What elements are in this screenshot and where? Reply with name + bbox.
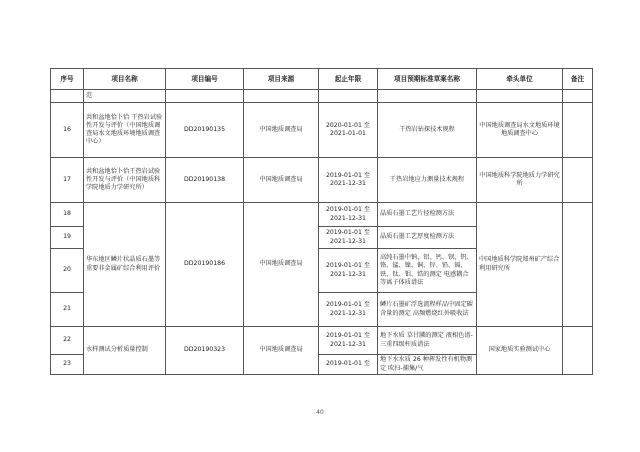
group-a-lead-unit: 中国地质科学院郑州矿产综合利用研究所 — [477, 203, 563, 327]
table-row — [51, 158, 593, 203]
header-note: 备注 — [563, 69, 593, 90]
row-seq: 21 — [51, 293, 84, 327]
header-project-name: 项目名称 — [84, 69, 166, 90]
group-b-lead-unit: 国家地质实验测试中心 — [477, 327, 563, 375]
row-standard: 地下水质 草甘膦的测定 液相色谱-三重四级杆质谱法 — [378, 327, 477, 355]
page-number: 40 — [316, 409, 324, 416]
row-project-code: DD20190135 — [166, 103, 244, 158]
row-note — [563, 103, 593, 158]
header-source: 项目来源 — [244, 69, 319, 90]
row-standard: 晶质石墨工艺片径检测方法 — [378, 203, 477, 227]
standards-table — [50, 68, 593, 375]
header-project-code: 项目编号 — [166, 69, 244, 90]
row-seq: 22 — [51, 327, 84, 355]
group-b-project-code: DD20190323 — [166, 327, 244, 375]
group-b-note — [563, 327, 593, 375]
row-period: 2019-01-01 至 — [319, 355, 378, 375]
table-row — [51, 103, 593, 158]
row-period: 2020-01-01 至 2021-01-01 — [319, 103, 378, 158]
group-b-source: 中国地质调查局 — [244, 327, 319, 375]
row-period: 2019-01-01 至 2021-12-31 — [319, 327, 378, 355]
row-source: 中国地质调查局 — [244, 103, 319, 158]
row-seq: 19 — [51, 227, 84, 249]
header-seq: 序号 — [51, 69, 84, 90]
row-standard: 干热岩钻探技术规程 — [378, 103, 477, 158]
group-b-project-name: 水样测试分析质量控制 — [84, 327, 166, 375]
row-project-code: DD20190138 — [166, 158, 244, 203]
continuation-text: 范 — [84, 90, 166, 103]
table-row — [51, 203, 593, 227]
row-project-name: 共和盆地恰卜恰干热岩试验性开发与评价（中国地质科学院地质力学研究所） — [84, 158, 166, 203]
row-lead-unit: 中国地质调查局水文地质环境地质调查中心 — [477, 103, 563, 158]
row-standard: 干热岩地应力测量技术规程 — [378, 158, 477, 203]
header-standard: 项目预期标准草案名称 — [378, 69, 477, 90]
row-project-name: 共和盆地恰卜恰 干热岩试验性开发与评价（中国地质调查局水文地质环境地质调查中心） — [84, 103, 166, 158]
row-period: 2019-01-01 至 2021-12-31 — [319, 249, 378, 293]
row-period: 2019-01-01 至 2021-12-31 — [319, 158, 378, 203]
row-period: 2019-01-01 至 2021-12-31 — [319, 203, 378, 227]
row-seq: 16 — [51, 103, 84, 158]
row-standard: 晶质石墨工艺厚度检测方法 — [378, 227, 477, 249]
row-standard: 高纯石墨中钠、铝、钙、钡、钒、铬、锰、镍、铜、锌、铅、镉、铁、钛、钼、锆的测定 电感耦合等离子体质谱法 — [378, 249, 477, 293]
row-period: 2019-01-01 至 2021-12-31 — [319, 293, 378, 327]
group-a-source: 中国地质调查局 — [244, 203, 319, 327]
row-seq: 17 — [51, 158, 84, 203]
row-standard: 鳞片石墨矿浮选流程样品中固定碳含量的测定 高频燃烧红外吸收法 — [378, 293, 477, 327]
row-seq: 23 — [51, 355, 84, 375]
header-row — [51, 69, 593, 90]
group-a-project-name: 华东地区鳞片状晶质石墨等重要非金属矿综合利用评价 — [84, 203, 166, 327]
header-lead-unit: 牵头单位 — [477, 69, 563, 90]
row-standard: 地下水水质 26 种挥发性有机物测定 吹扫-捕集/气 — [378, 355, 477, 375]
group-a-project-code: DD20190186 — [166, 203, 244, 327]
row-period: 2019-01-01 至 2021-12-31 — [319, 227, 378, 249]
row-note — [563, 158, 593, 203]
row-seq: 18 — [51, 203, 84, 227]
group-a-note — [563, 203, 593, 327]
header-period: 起止年限 — [319, 69, 378, 90]
continuation-row — [51, 90, 593, 103]
row-lead-unit: 中国地质科学院地质力学研究所 — [477, 158, 563, 203]
row-source: 中国地质调查局 — [244, 158, 319, 203]
table-row — [51, 327, 593, 355]
row-seq: 20 — [51, 249, 84, 293]
